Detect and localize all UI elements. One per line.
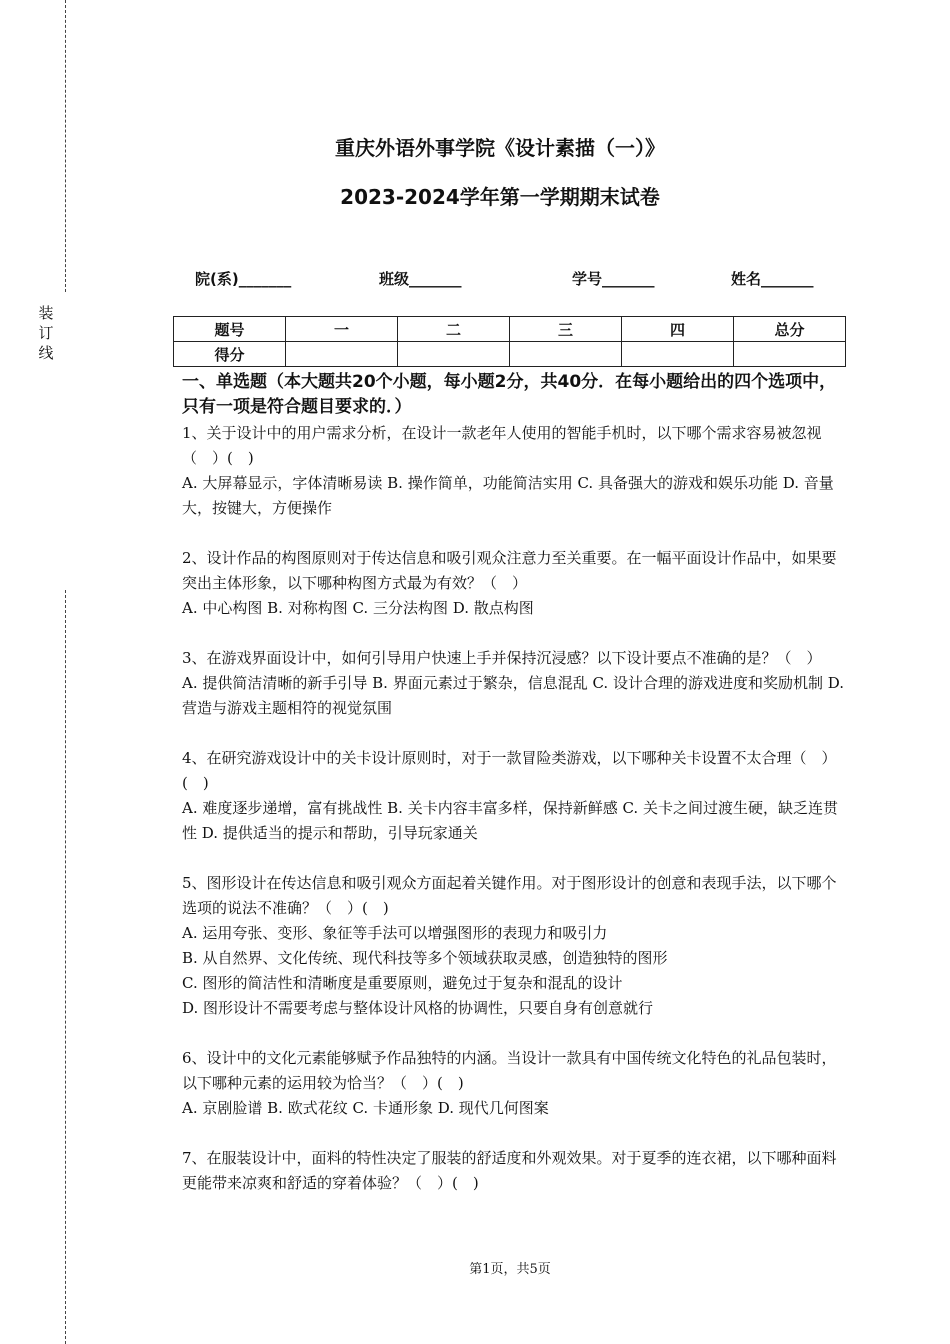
score-cell[interactable]	[622, 342, 734, 367]
question-stem: 1、关于设计中的用户需求分析，在设计一款老年人使用的智能手机时，以下哪个需求容易被忽视（ ）( )	[182, 424, 822, 467]
score-table	[173, 316, 846, 367]
question-7	[182, 1146, 850, 1196]
score-cell[interactable]	[734, 342, 846, 367]
question-option: B. 从自然界、文化传统、现代科技等多个领域获取灵感，创造独特的图形	[182, 949, 668, 967]
score-cell[interactable]	[510, 342, 622, 367]
exam-content	[182, 370, 850, 1196]
score-header-cell: 四	[622, 317, 734, 342]
score-header-cell: 总分	[734, 317, 846, 342]
score-table-score-row	[174, 342, 846, 367]
score-cell[interactable]	[398, 342, 510, 367]
question-options: A. 大屏幕显示，字体清晰易读 B. 操作简单，功能简洁实用 C. 具备强大的游戏和娱乐功能 D. 音量大，按键大，方便操作	[182, 474, 834, 517]
score-header-cell: 三	[510, 317, 622, 342]
question-stem: 7、在服装设计中，面料的特性决定了服装的舒适度和外观效果。对于夏季的连衣裙，以下哪种面料更能带来凉爽和舒适的穿着体验？（ ）( )	[182, 1149, 837, 1192]
score-header-cell: 二	[398, 317, 510, 342]
score-header-cell: 题号	[174, 317, 286, 342]
score-row-label: 得分	[174, 342, 286, 367]
class-field[interactable]: 班级_______	[379, 270, 462, 288]
binding-dash-bottom	[65, 590, 66, 1344]
question-options: A. 中心构图 B. 对称构图 C. 三分法构图 D. 散点构图	[182, 599, 534, 617]
question-6	[182, 1046, 850, 1121]
section-heading: 一、单选题（本大题共20个小题，每小题2分，共40分．在每小题给出的四个选项中，只有一项是符合题目要求的．）	[182, 372, 837, 417]
question-stem: 3、在游戏界面设计中，如何引导用户快速上手并保持沉浸感？以下设计要点不准确的是？（ ）	[182, 649, 822, 667]
student-id-field[interactable]: 学号_______	[572, 270, 655, 288]
question-option: D. 图形设计不需要考虑与整体设计风格的协调性，只要自身有创意就行	[182, 999, 654, 1017]
exam-title: 重庆外语外事学院《设计素描（一）》	[335, 136, 665, 160]
question-option: C. 图形的简洁性和清晰度是重要原则，避免过于复杂和混乱的设计	[182, 974, 623, 992]
question-1	[182, 421, 850, 521]
score-header-cell: 一	[286, 317, 398, 342]
exam-subtitle: 2023-2024学年第一学期期末试卷	[340, 185, 660, 209]
question-stem: 5、图形设计在传达信息和吸引观众方面起着关键作用。对于图形设计的创意和表现手法，以下哪个选项的说法不准确？（ ）( )	[182, 874, 837, 917]
name-field[interactable]: 姓名_______	[731, 270, 814, 288]
question-stem: 2、设计作品的构图原则对于传达信息和吸引观众注意力至关重要。在一幅平面设计作品中，如果要突出主体形象，以下哪种构图方式最为有效？（ ）	[182, 549, 837, 592]
page-footer: 第1页，共5页	[469, 1262, 551, 1277]
score-table-header-row	[174, 317, 846, 342]
question-3	[182, 646, 850, 721]
dept-field[interactable]: 院(系)_______	[195, 270, 292, 288]
question-options: A. 京剧脸谱 B. 欧式花纹 C. 卡通形象 D. 现代几何图案	[182, 1099, 549, 1117]
question-stem: 6、设计中的文化元素能够赋予作品独特的内涵。当设计一款具有中国传统文化特色的礼品包装时，以下哪种元素的运用较为恰当？（ ）( )	[182, 1049, 837, 1092]
question-stem: 4、在研究游戏设计中的关卡设计原则时，对于一款冒险类游戏，以下哪种关卡设置不太合理（ ）( )	[182, 749, 837, 792]
question-options: A. 难度逐步递增，富有挑战性 B. 关卡内容丰富多样，保持新鲜感 C. 关卡之间过渡生硬，缺乏连贯性 D. 提供适当的提示和帮助，引导玩家通关	[182, 799, 838, 842]
question-2	[182, 546, 850, 621]
question-options: A. 提供简洁清晰的新手引导 B. 界面元素过于繁杂，信息混乱 C. 设计合理的游戏进度和奖励机制 D. 营造与游戏主题相符的视觉氛围	[182, 674, 844, 717]
score-cell[interactable]	[286, 342, 398, 367]
question-4	[182, 746, 850, 846]
question-5	[182, 871, 850, 1021]
binding-label: 装订线	[38, 304, 54, 362]
question-option: A. 运用夸张、变形、象征等手法可以增强图形的表现力和吸引力	[182, 924, 608, 942]
